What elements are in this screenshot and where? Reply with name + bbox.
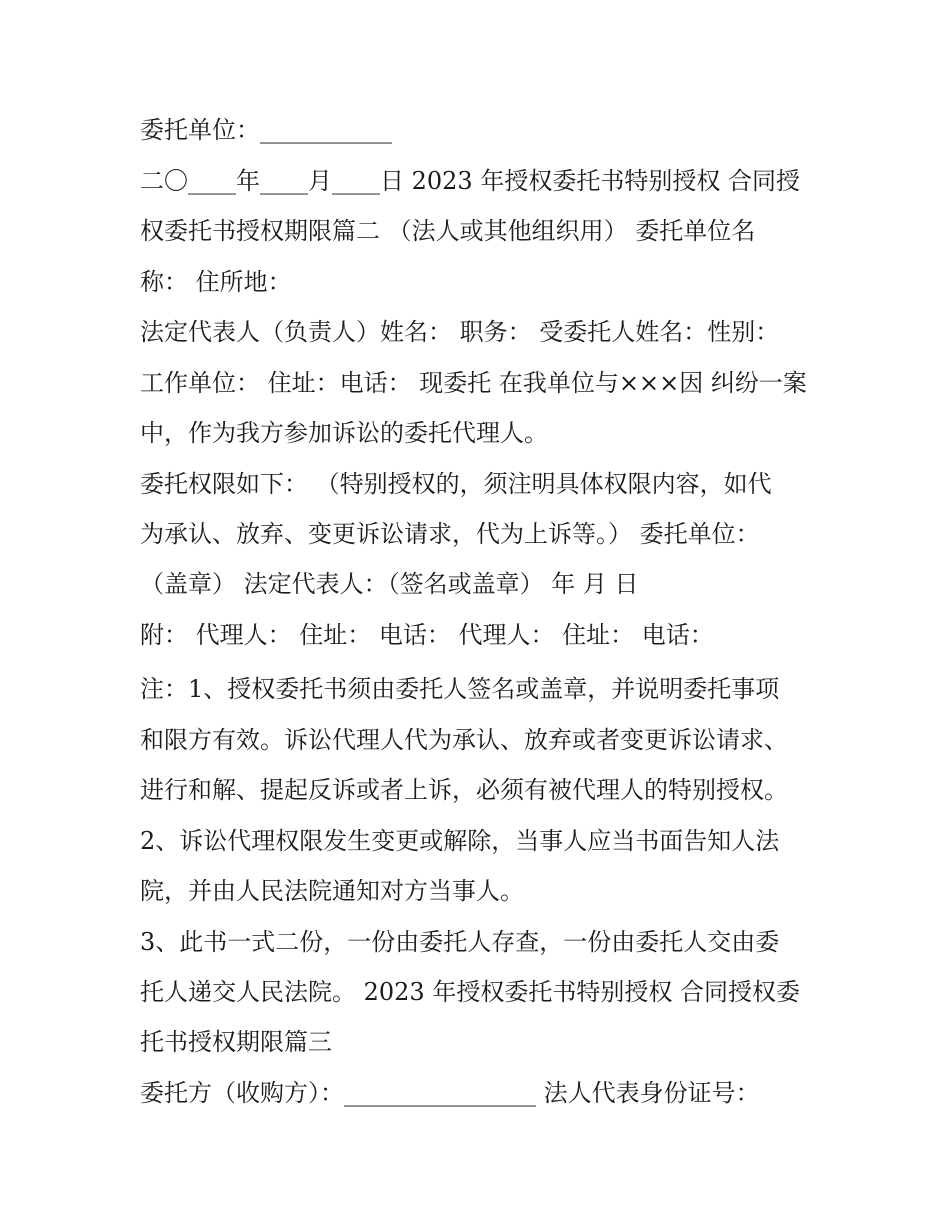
- text-line-10: （盖章） 法定代表人：（签名或盖章） 年 月 日: [140, 570, 639, 598]
- text-line-2: 二〇____年____月____日 2023 年授权委托书特别授权 合同授: [140, 167, 800, 195]
- text-line-8: 委托权限如下： （特别授权的，须注明具体权限内容，如代: [140, 470, 772, 498]
- text-line-4: 称： 住所地：: [140, 268, 292, 296]
- text-line-17: 3、此书一式二份，一份由委托人存查，一份由委托人交由委: [140, 928, 780, 956]
- text-line-12: 注：1、授权委托书须由委托人签名或盖章，并说明委托事项: [140, 675, 780, 703]
- text-line-19: 托书授权期限篇三: [140, 1028, 332, 1056]
- text-line-11: 附： 代理人： 住址： 电话： 代理人： 住址： 电话：: [140, 621, 714, 649]
- text-line-16: 院，并由人民法院通知对方当事人。: [140, 877, 524, 905]
- text-line-1: 委托单位：___________: [140, 116, 392, 144]
- text-line-18: 托人递交人民法院。 2023 年授权委托书特别授权 合同授权委: [140, 978, 800, 1006]
- text-line-13: 和限方有效。诉讼代理人代为承认、放弃或者变更诉讼请求、: [140, 726, 788, 754]
- text-line-6: 工作单位： 住址：电话： 现委托 在我单位与×××因 纠纷一案: [140, 369, 807, 397]
- text-line-5: 法定代表人（负责人）姓名： 职务： 受委托人姓名：性别：: [140, 318, 780, 346]
- text-line-9: 为承认、放弃、变更诉讼请求，代为上诉等。） 委托单位：: [140, 520, 760, 548]
- text-line-20: 委托方（收购方）：________________ 法人代表身份证号：: [140, 1079, 760, 1107]
- text-line-14: 进行和解、提起反诉或者上诉，必须有被代理人的特别授权。: [140, 776, 788, 804]
- text-line-7: 中，作为我方参加诉讼的委托代理人。: [140, 419, 548, 447]
- text-line-15: 2、诉讼代理权限发生变更或解除，当事人应当书面告知人法: [140, 827, 780, 855]
- text-line-3: 权委托书授权期限篇二 （法人或其他组织用） 委托单位名: [140, 217, 756, 245]
